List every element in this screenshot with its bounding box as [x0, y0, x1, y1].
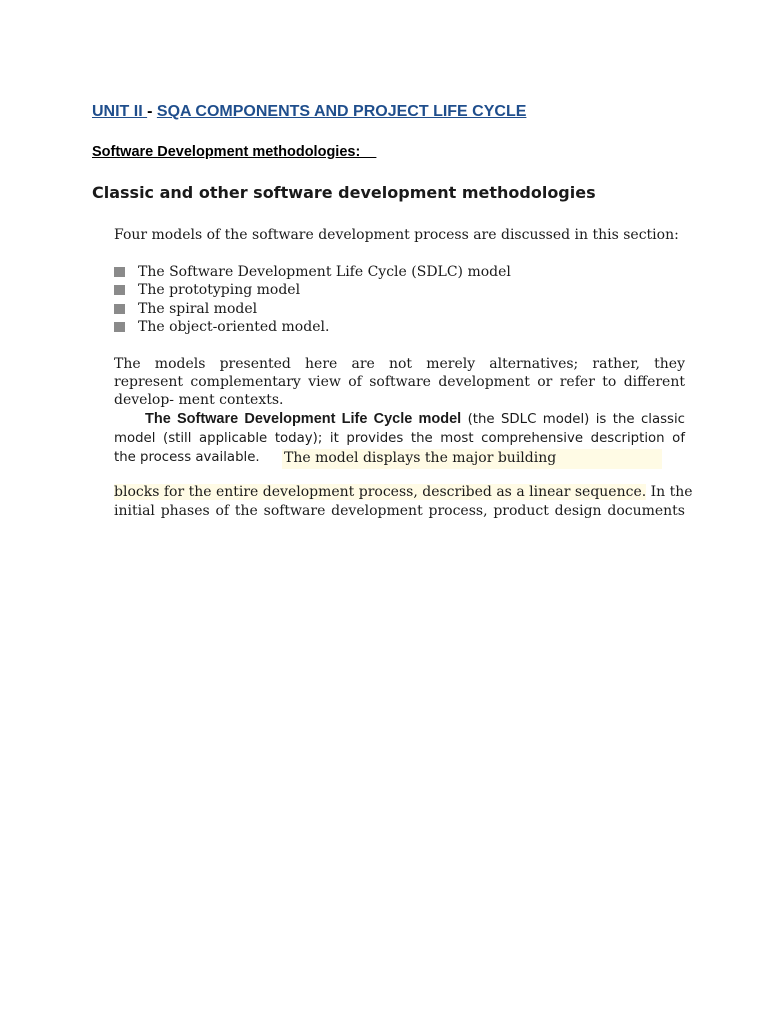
- list-item-text: The Software Development Life Cycle (SDLC) model: [138, 264, 511, 280]
- models-list: [114, 263, 511, 336]
- square-bullet-icon: [114, 304, 125, 314]
- section-title: Classic and other software development methodologies: [92, 183, 596, 202]
- list-item-text: The prototyping model: [138, 282, 301, 299]
- continuation-line-1: [114, 483, 693, 502]
- list-item: [114, 281, 511, 299]
- unit-heading: [92, 102, 526, 122]
- square-bullet-icon: [114, 322, 125, 332]
- square-bullet-icon: [114, 285, 125, 295]
- highlighted-text: The model displays the major building: [284, 450, 557, 466]
- continuation-paragraph: [114, 483, 693, 520]
- methodologies-subheading: Software Development methodologies:: [92, 144, 377, 160]
- sdlc-line-1: [114, 410, 685, 429]
- intro-text: Four models of the software development process are discussed in this section:: [114, 227, 679, 243]
- continuation-line-2: initial phases of the software development process, product design documents: [114, 502, 685, 519]
- sdlc-line-3: the process available.: [114, 450, 260, 465]
- paragraph-line: The models presented here are not merely alternatives; rather, they: [114, 356, 685, 372]
- highlighted-sentence: blocks for the entire development process, described as a linear sequence.: [114, 484, 647, 500]
- continuation-line-1-rest: In the: [646, 484, 693, 500]
- list-item: [114, 318, 511, 336]
- paragraph-line: represent complementary view of software development or refer to different: [114, 374, 685, 391]
- list-item: [114, 263, 511, 281]
- list-item: [114, 300, 511, 318]
- sdlc-line-2: model (still applicable today); it provides the most comprehensive description of: [114, 431, 685, 446]
- square-bullet-icon: [114, 267, 125, 277]
- sdlc-bold-term: The Software Development Life Cycle model: [145, 411, 462, 427]
- list-item-text: The object-oriented model.: [138, 318, 330, 335]
- paragraph-line: develop- ment contexts.: [114, 392, 284, 409]
- unit-label: UNIT II: [92, 103, 148, 120]
- unit-title: SQA COMPONENTS AND PROJECT LIFE CYCLE: [156, 103, 527, 120]
- heading-separator: -: [147, 103, 157, 120]
- sdlc-line-1-rest: (the SDLC model) is the classic: [461, 412, 685, 427]
- list-item-text: The spiral model: [138, 300, 258, 317]
- models-paragraph: [114, 355, 685, 410]
